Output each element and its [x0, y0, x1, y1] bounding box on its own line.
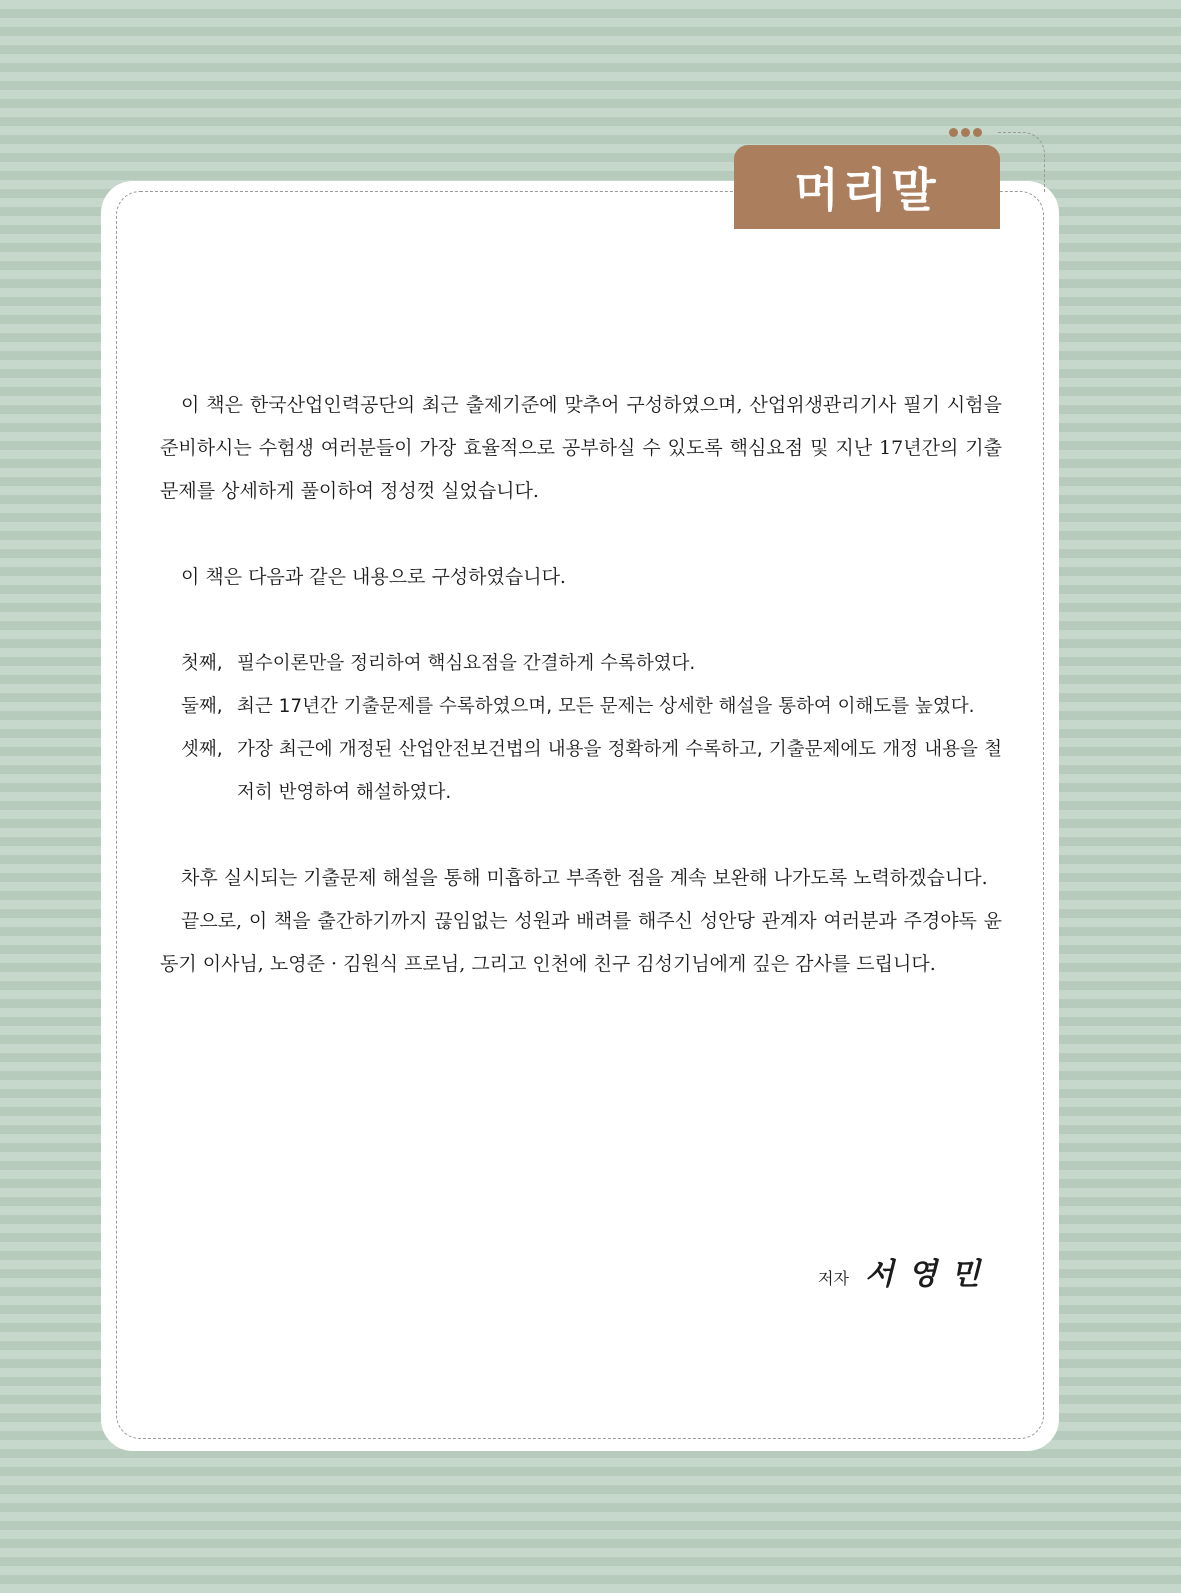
- dot-1: [949, 128, 958, 137]
- author-signature: [818, 1249, 994, 1293]
- list-item-label: 첫째,: [181, 653, 223, 674]
- list-item: [181, 642, 1002, 685]
- title-tab: [734, 145, 1000, 229]
- dot-3: [973, 128, 982, 137]
- composition-lead: 이 책은 다음과 같은 내용으로 구성하였습니다.: [181, 566, 566, 588]
- page-title: 머리말: [794, 163, 940, 217]
- closing-paragraph-1: 차후 실시되는 기출문제 해설을 통해 미흡하고 부족한 점을 계속 보완해 나가도록 노력하겠습니다.: [181, 867, 988, 889]
- list-item: [181, 728, 1002, 814]
- closing-paragraph-2: 끝으로, 이 책을 출간하기까지 끊임없는 성원과 배려를 해주신 성안당 관계자 여러분과 주경야독 윤동기 이사님, 노영준 · 김원식 프로님, 그리고 인천에 친구 김성기님에게 깊은 감사를 드립니다.: [160, 910, 1002, 975]
- list-item-text: 가장 최근에 개정된 산업안전보건법의 내용을 정확하게 수록하고, 기출문제에도 개정 내용을 철저히 반영하여 해설하였다.: [237, 739, 1002, 803]
- author-label: 저자: [818, 1269, 849, 1288]
- list-item-text: 최근 17년간 기출문제를 수록하였으며, 모든 문제는 상세한 해설을 통하여 이해도를 높였다.: [237, 696, 975, 717]
- composition-list: [181, 642, 1002, 814]
- author-name: 서영민: [864, 1257, 994, 1292]
- list-item-label: 셋째,: [181, 739, 223, 760]
- list-item-text: 필수이론만을 정리하여 핵심요점을 간결하게 수록하였다.: [237, 653, 696, 674]
- dot-2: [961, 128, 970, 137]
- list-item: [181, 685, 1002, 728]
- preface-body: [160, 384, 1002, 986]
- decorative-dots: [949, 128, 982, 137]
- intro-paragraph: 이 책은 한국산업인력공단의 최근 출제기준에 맞추어 구성하였으며, 산업위생관리기사 필기 시험을 준비하시는 수험생 여러분들이 가장 효율적으로 공부하실 수 있도록 핵심요점 및 지난 17년간의 기출문제를 상세하게 풀이하여 정성껏 실었습니다.: [160, 394, 1002, 502]
- list-item-label: 둘째,: [181, 696, 223, 717]
- tab-dashed-outline: [998, 132, 1045, 192]
